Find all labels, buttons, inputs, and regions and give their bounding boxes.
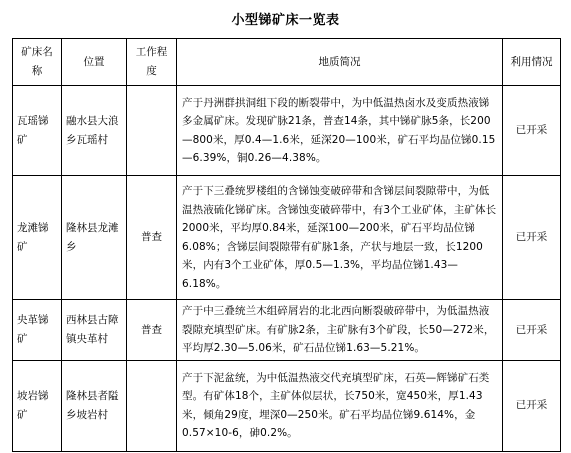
cell-name: 瓦瑶锑矿 [13,86,62,176]
cell-utilization: 已开采 [503,360,561,451]
cell-work-level [127,360,177,451]
table-row [13,86,561,176]
header-location: 位置 [62,39,127,86]
header-work-level: 工作程度 [127,39,177,86]
cell-location: 隆林县者隘乡坡岩村 [62,360,127,451]
cell-name: 央革锑矿 [13,300,62,361]
cell-location: 隆林县龙滩乡 [62,176,127,300]
cell-name: 坡岩锑矿 [13,360,62,451]
cell-work-level [127,86,177,176]
cell-geology: 产于下三叠统罗楼组的含锑蚀变破碎带和含锑层间裂隙带中，为低温热液硫化锑矿床。含锑蚀变破碎带中，有3个工业矿体，主矿体长2000米，平均厚0.84米，延深100—200米，矿石平均品位锑6.08%；含锑层间裂隙带有矿脉1条，产状与地层一致，长1200米，内有3个工业矿体，厚0.5—1.3%，平均品位锑1.43—6.18%。 [177,176,503,300]
cell-utilization: 已开采 [503,176,561,300]
cell-location: 融水县大浪乡瓦瑶村 [62,86,127,176]
cell-work-level: 普查 [127,176,177,300]
cell-geology: 产于丹洲群拱洞组下段的断裂带中，为中低温热卤水及变质热液锑多金属矿床。发现矿脉21条，普查14条，其中锑矿脉5条，长200—800米，厚0.4—1.6米，延深20—100米，矿石平均品位锑0.15—6.39%，铜0.26—4.38%。 [177,86,503,176]
table-row [13,300,561,361]
table-row [13,360,561,451]
cell-utilization: 已开采 [503,300,561,361]
cell-geology: 产于中三叠统兰木组碎屑岩的北北西向断裂破碎带中，为低温热液裂隙充填型矿床。有矿脉2条，主矿脉有3个矿段，长50—272米，平均厚2.30—5.06米，矿石品位锑1.63—5.21%。 [177,300,503,361]
table-row [13,176,561,300]
cell-location: 西林县古障镇央革村 [62,300,127,361]
header-geology: 地质简况 [177,39,503,86]
cell-geology: 产于下泥盆统，为中低温热液交代充填型矿床，石英—辉锑矿石类型。有矿体18个，主矿体似层状，长750米，宽450米，厚1.43米，倾角29度，埋深0—250米。矿石平均品位锑9.614%，金0.57×10-6，砷0.2%。 [177,360,503,451]
header-name: 矿床名称 [13,39,62,86]
header-utilization: 利用情况 [503,39,561,86]
cell-name: 龙滩锑矿 [13,176,62,300]
table-title: 小型锑矿床一览表 [231,13,340,28]
cell-work-level: 普查 [127,300,177,361]
cell-utilization: 已开采 [503,86,561,176]
header-row [13,39,561,86]
mine-table [12,38,561,452]
